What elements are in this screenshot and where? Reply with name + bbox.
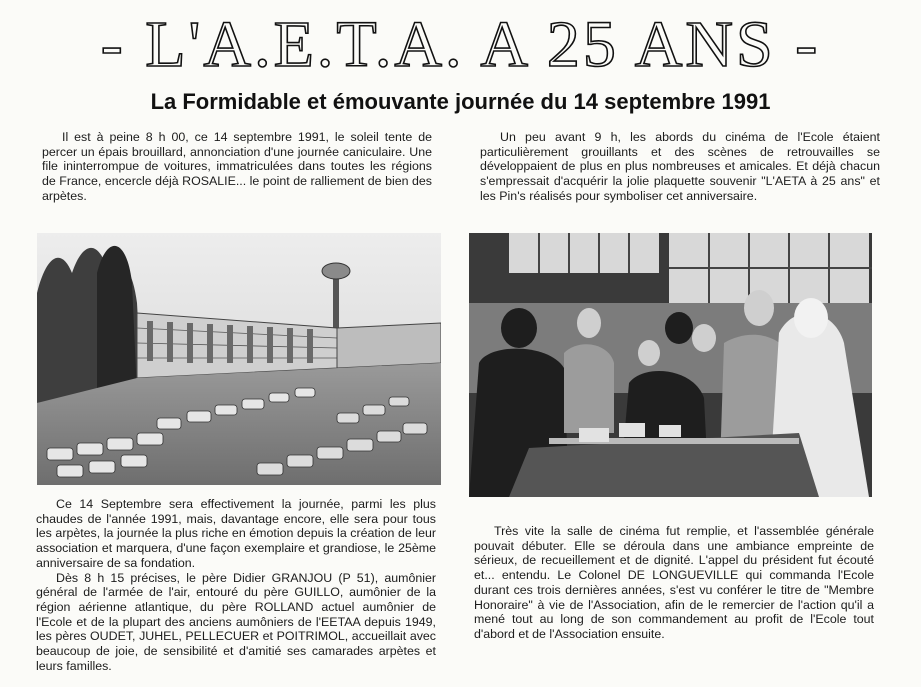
column-top-right (480, 130, 880, 204)
paragraph-hottest-day: Ce 14 Septembre sera effectivement la journée, parmi les plus chaudes de l'année 1991, mais, davantage encore, elle sera pour tous les arpètes, la journée la plus riche en émotion depuis la création de leur association et marquera, d'une façon exemplaire et grandiose, le 25ème anniversaire de sa fondation. (36, 497, 436, 570)
column-bottom-right (474, 524, 874, 642)
photo-gathering-crowd (469, 233, 872, 497)
column-bottom-left (36, 497, 436, 673)
paragraph-general-assembly: Très vite la salle de cinéma fut remplie, et l'assemblée générale pouvait débuter. Elle se déroula dans une ambiance empreinte de sérieux, de recueillement et de dignité. L'appel du président fut écouté et... entendu. Le Colonel DE LONGUEVILLE qui commanda l'Ecole durant ces trois dernières années, s'est vu conférer le titre de "Membre Honoraire" à vie de l'Association, afin de le remercier de l'action qu'il a mené tout au long de son commandement au profit de l'Ecole tout d'abord et de l'Association ensuite. (474, 524, 874, 641)
masthead-title: - L'A.E.T.A. A 25 ANS - (100, 8, 821, 81)
photo-school-parking (37, 233, 441, 485)
article-subtitle: La Formidable et émouvante journée du 14 septembre 1991 (150, 89, 771, 114)
column-top-left (42, 130, 432, 204)
paragraph-cinema: Un peu avant 9 h, les abords du cinéma de l'Ecole étaient particulièrement grouillants et des scènes de retrouvailles se développaient de plus en plus nombreuses et amicales. Et déjà chacun s'empressait d'acquérir la jolie plaquette souvenir "L'AETA à 25 ans" et les Pin's réalisés pour symboliser cet anniversaire. (480, 130, 880, 203)
paragraph-arrival: Il est à peine 8 h 00, ce 14 septembre 1991, le soleil tente de percer un épais brouillard, annonciation d'une journée caniculaire. Une file ininterrompue de voitures, immatriculées dans toutes les régions de France, encercle déjà ROSALIE... le point de ralliement de bien des arpètes. (42, 130, 432, 203)
paragraph-chaplains: Dès 8 h 15 précises, le père Didier GRANJOU (P 51), aumônier général de l'armée de l'air, entouré du père GUILLO, aumônier de la région aérienne atlantique, du père ROLLAND actuel aumônier de l'Ecole et de la plupart des anciens aumôniers de l'EETAA depuis 1949, les pères OUDET, JUHEL, PELLECUER et POITRIMOL, accueillait avec beaucoup de joie, de sensibilité et d'amitié ses camarades arpètes et leurs familles. (36, 570, 436, 673)
